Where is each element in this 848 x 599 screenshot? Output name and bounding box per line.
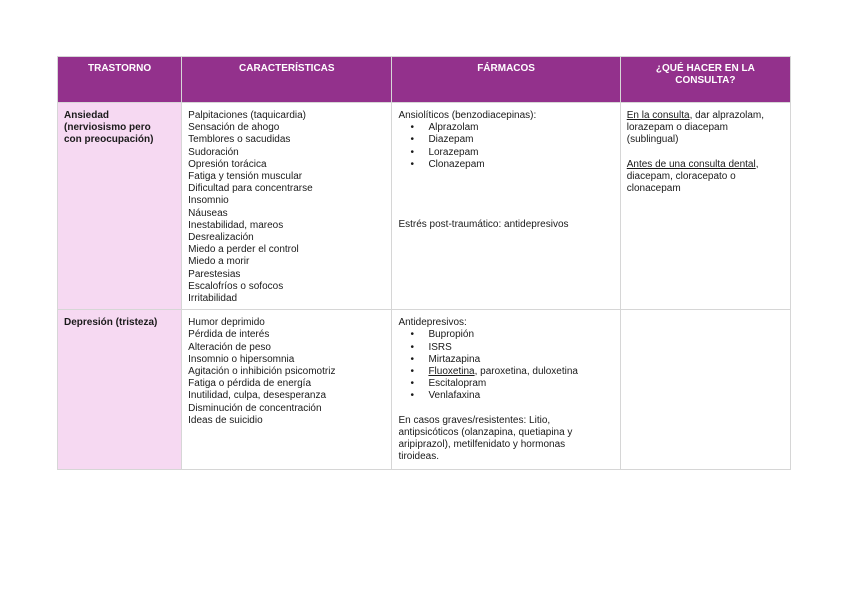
bullet-icon: • xyxy=(410,378,414,390)
list-item: Miedo a perder el control xyxy=(188,244,299,256)
bullet-icon: • xyxy=(410,329,414,341)
list-item: • Fluoxetina, paroxetina, duloxetina xyxy=(410,366,578,378)
list-item: • Bupropión xyxy=(410,329,475,341)
list-item: Sensación de ahogo xyxy=(188,122,280,134)
header-farmacos: FÁRMACOS xyxy=(392,57,620,103)
list-item: Palpitaciones (taquicardia) xyxy=(188,110,306,121)
list-item: • Alprazolam xyxy=(410,122,479,134)
bullet-icon: • xyxy=(410,146,414,158)
list-item: Inestabilidad, mareos xyxy=(188,219,284,231)
consulta-ansiedad: En la consulta, dar alprazolam, lorazepam o diacepam (sublingual) Antes de una consulta dental, diacepam, cloracepato o clonacepam xyxy=(620,103,790,310)
list-item: • Diazepam xyxy=(410,134,474,146)
list-item: • Lorazepam xyxy=(410,146,479,158)
trastorno-ansiedad: Ansiedad (nerviosismo pero con preocupación) xyxy=(58,103,182,310)
bullet-icon: • xyxy=(410,353,414,365)
caracteristicas-ansiedad xyxy=(182,103,392,310)
list-item: Fatiga y tensión muscular xyxy=(188,171,303,183)
header-consulta: ¿QUÉ HACER EN LA CONSULTA? xyxy=(620,57,790,103)
bullet-icon: • xyxy=(410,134,414,146)
list-item: Temblores o sacudidas xyxy=(188,134,291,146)
list-item: Insomnio o hipersomnia xyxy=(188,353,295,365)
list-item: • Clonazepam xyxy=(410,158,485,170)
list-item: Inutilidad, culpa, desesperanza xyxy=(188,390,327,402)
list-item: • ISRS xyxy=(410,341,452,353)
drug-list xyxy=(398,122,613,171)
list-item: Humor deprimido xyxy=(188,317,265,329)
list-item: Irritabilidad xyxy=(188,293,238,305)
header-row xyxy=(58,57,791,103)
consulta-depresion xyxy=(620,310,790,470)
bullet-icon: • xyxy=(410,366,414,378)
list-item: Pérdida de interés xyxy=(188,329,270,341)
disorders-table xyxy=(57,56,791,470)
list-item: • Mirtazapina xyxy=(410,353,481,365)
farmacos-extra: Estrés post-traumático: antidepresivos xyxy=(398,219,569,231)
table-row-ansiedad xyxy=(58,103,791,310)
list-item: Fatiga o pérdida de energía xyxy=(188,378,312,390)
caracteristicas-depresion xyxy=(182,310,392,470)
bullet-icon: • xyxy=(410,158,414,170)
bullet-icon: • xyxy=(410,390,414,402)
list-item: Náuseas xyxy=(188,207,228,219)
list-item: Disminución de concentración xyxy=(188,402,322,414)
table-row-depresion xyxy=(58,310,791,470)
list-item: Insomnio xyxy=(188,195,229,207)
drug-list xyxy=(398,329,613,402)
trastorno-depresion: Depresión (tristeza) xyxy=(58,310,182,470)
list-item: Sudoración xyxy=(188,146,239,158)
farmacos-intro: Antidepresivos: xyxy=(398,317,467,329)
list-item: Ideas de suicidio xyxy=(188,414,263,426)
consulta-heading-2: Antes de una consulta dental xyxy=(626,158,756,170)
bullet-icon: • xyxy=(410,122,414,134)
list-item: Opresión torácica xyxy=(188,158,267,170)
header-caracteristicas: CARACTERÍSTICAS xyxy=(182,57,392,103)
list-item: Desrealización xyxy=(188,232,254,244)
farmacos-ansiedad xyxy=(392,103,620,310)
list-item: Escalofríos o sofocos xyxy=(188,280,284,292)
bullet-icon: • xyxy=(410,341,414,353)
consulta-heading-1: En la consulta xyxy=(626,110,690,121)
list-item: • Escitalopram xyxy=(410,378,487,390)
list-item: Dificultad para concentrarse xyxy=(188,183,313,195)
list-item: • Venlafaxina xyxy=(410,390,481,402)
list-item: Parestesias xyxy=(188,268,241,280)
farmacos-intro: Ansiolíticos (benzodiacepinas): xyxy=(398,110,537,121)
list-item: Alteración de peso xyxy=(188,341,271,353)
list-item: Miedo a morir xyxy=(188,256,250,268)
list-item: Agitación o inhibición psicomotriz xyxy=(188,366,336,378)
farmacos-depresion: Antidepresivos: • Bupropión • ISRS • Mirtazapina • Fluoxetina, paroxetina, duloxetina • Escitalopram • Venlafaxina En casos graves/resistentes: Litio, antipsicóticos (olanzapina, quetiapina y aripiprazol), metilfenidato y hormonas tiroideas. xyxy=(392,310,620,470)
header-trastorno: TRASTORNO xyxy=(58,57,182,103)
